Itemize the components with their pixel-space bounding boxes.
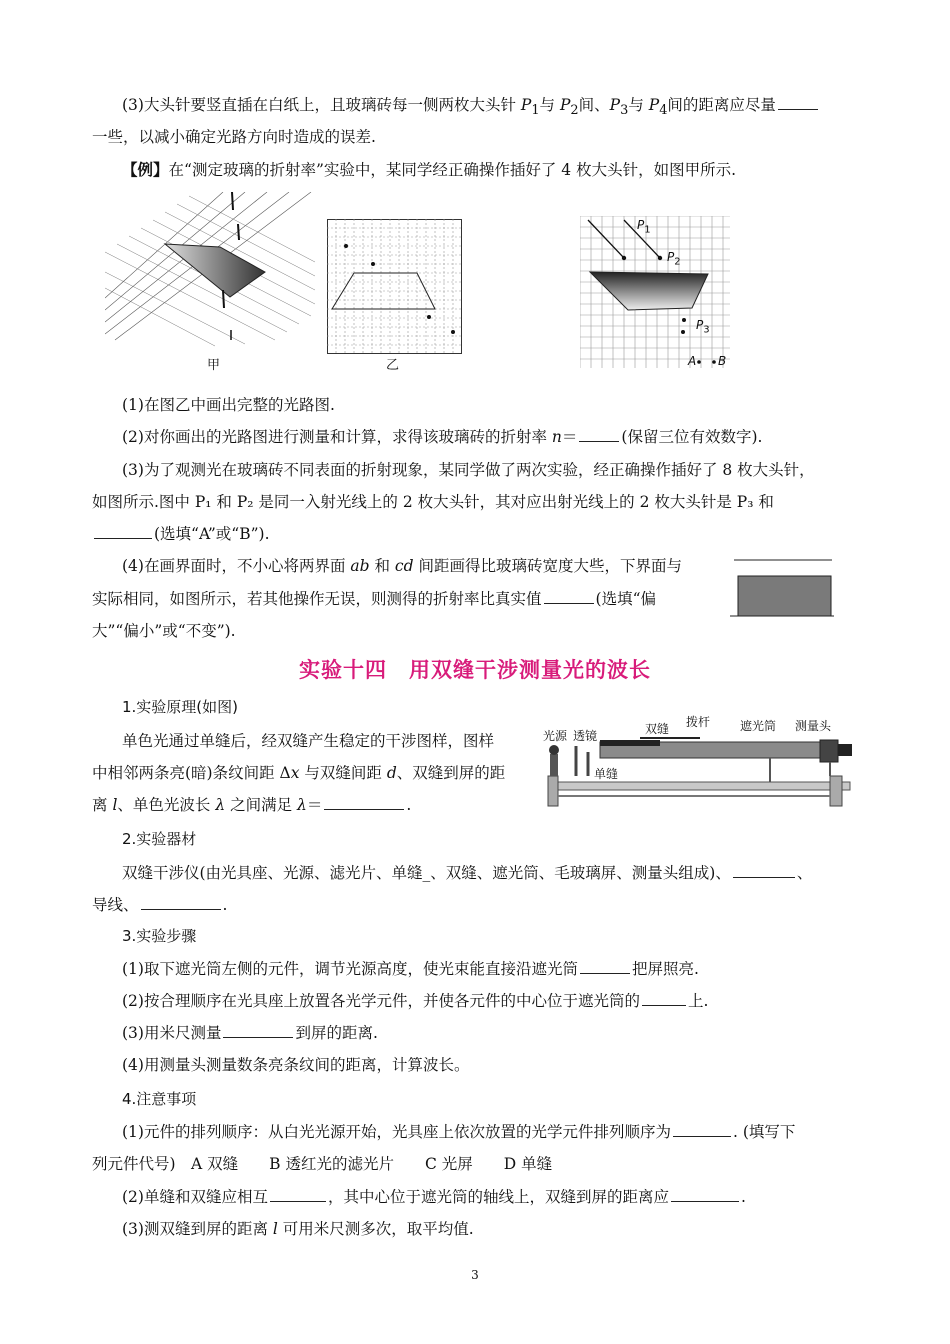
- s4-line2: 列元件代号) A 双缝 B 透红光的滤光片 C 光屏 D 单缝: [92, 1155, 553, 1173]
- label-light-source: 光源: [543, 729, 568, 743]
- s1-line1: 单色光通过单缝后，经双缝产生稳定的干涉图样，图样: [122, 732, 495, 750]
- s4-line1: (1)元件的排列顺序：从白光光源开始，光具座上依次放置的光学元件排列顺序为 . (填写下: [122, 1123, 796, 1141]
- answer-blank[interactable]: [580, 959, 630, 974]
- answer-blank[interactable]: [544, 589, 594, 604]
- question-4-line1: (4)在画界面时，不小心将两界面 ab 和 cd 间距画得比玻璃砖宽度大些，下界面与: [122, 557, 682, 575]
- page-number: 3: [471, 1268, 479, 1282]
- question-3-line1: (3)为了观测光在玻璃砖不同表面的折射现象，某同学做了两次实验，经正确操作插好了 8 枚大头针，: [122, 461, 815, 479]
- s3-step4: (4)用测量头测量数条亮条纹间的距离，计算波长。: [122, 1056, 470, 1074]
- label-p3: $P_3$: [696, 318, 710, 336]
- question-4-line3: 大”“偏小”或“不变”).: [92, 622, 236, 640]
- label-lever: 拨杆: [686, 715, 711, 729]
- answer-blank[interactable]: [223, 1023, 293, 1038]
- s2-title: 2.实验器材: [122, 830, 197, 848]
- s1-line3: 离 l、单色光波长 λ 之间满足 λ＝ .: [92, 796, 412, 814]
- label-tube: 遮光筒: [740, 719, 777, 733]
- example-line: 【例】在“测定玻璃的折射率”实验中，某同学经正确操作插好了 4 枚大头针，如图甲所示.: [122, 160, 737, 179]
- answer-blank[interactable]: [733, 863, 795, 878]
- label-single-slit: 单缝: [594, 767, 619, 781]
- section-heading: 实验十四 用双缝干涉测量光的波长: [299, 658, 651, 682]
- figure-jia: [105, 192, 315, 352]
- answer-blank[interactable]: [778, 95, 818, 110]
- s2-line1: 双缝干涉仪(由光具座、光源、滤光片、单缝_、双缝、遮光筒、毛玻璃屏、测量头组成)、 、: [122, 864, 813, 882]
- figure-pins: [580, 216, 730, 368]
- answer-blank[interactable]: [642, 991, 686, 1006]
- answer-blank[interactable]: [324, 795, 404, 810]
- question-3-line2: 如图所示.图中 P₁ 和 P₂ 是同一入射光线上的 2 枚大头针，其对应出射光线上的 2 枚大头针是 P₃ 和: [92, 493, 774, 511]
- s4-line3: (2)单缝和双缝应相互 ，其中心位于遮光筒的轴线上，双缝到屏的距离应 .: [122, 1188, 746, 1206]
- s2-line2: 导线、 .: [92, 896, 228, 914]
- s4-title: 4.注意事项: [122, 1090, 197, 1108]
- caption-yi: 乙: [386, 358, 400, 373]
- label-lens: 透镜: [573, 729, 598, 743]
- s3-step1: (1)取下遮光筒左侧的元件，调节光源高度，使光束能直接沿遮光筒 把屏照亮.: [122, 960, 699, 978]
- answer-blank[interactable]: [579, 427, 619, 442]
- answer-blank[interactable]: [671, 1187, 739, 1202]
- question-2: (2)对你画出的光路图进行测量和计算，求得该玻璃砖的折射率 n＝ (保留三位有效数字).: [122, 428, 763, 446]
- answer-blank[interactable]: [270, 1187, 326, 1202]
- caption-jia: 甲: [207, 358, 221, 373]
- item3-line2: 一些，以减小确定光路方向时造成的误差.: [92, 128, 376, 146]
- s1-title: 1.实验原理(如图): [122, 698, 239, 716]
- figure-yi: [327, 219, 462, 354]
- s3-title: 3.实验步骤: [122, 927, 197, 945]
- label-a: A: [688, 354, 697, 368]
- item3-line1: (3)大头针要竖直插在白纸上，且玻璃砖每一侧两枚大头针 $P_1$与 $P_2$间、$P_3$与 $P_4$间的距离应尽量: [122, 95, 820, 121]
- label-double-slit: 双缝: [645, 722, 670, 736]
- question-4-line2: 实际相同，如图所示，若其他操作无误，则测得的折射率比真实值 (选填“偏: [92, 590, 656, 608]
- answer-blank[interactable]: [94, 524, 152, 539]
- label-b: B: [718, 354, 727, 368]
- answer-blank[interactable]: [141, 895, 221, 910]
- s1-line2: 中相邻两条亮(暗)条纹间距 Δx 与双缝间距 d、双缝到屏的距: [92, 764, 506, 782]
- label-measuring-head: 测量头: [795, 719, 832, 733]
- figure-interface: [728, 556, 836, 620]
- s3-step2: (2)按合理顺序在光具座上放置各光学元件，并使各元件的中心位于遮光筒的 上.: [122, 992, 709, 1010]
- example-tag: 【例】: [122, 160, 169, 179]
- question-1: (1)在图乙中画出完整的光路图.: [122, 396, 335, 414]
- label-p2: $P_2$: [667, 250, 681, 268]
- answer-blank[interactable]: [673, 1122, 731, 1137]
- label-p1: $P_1$: [637, 218, 651, 236]
- question-3-line3: (选填“A”或“B”).: [92, 524, 270, 544]
- s4-line4: (3)测双缝到屏的距离 l 可用米尺测多次，取平均值.: [122, 1220, 474, 1238]
- s3-step3: (3)用米尺测量 到屏的距离.: [122, 1024, 378, 1042]
